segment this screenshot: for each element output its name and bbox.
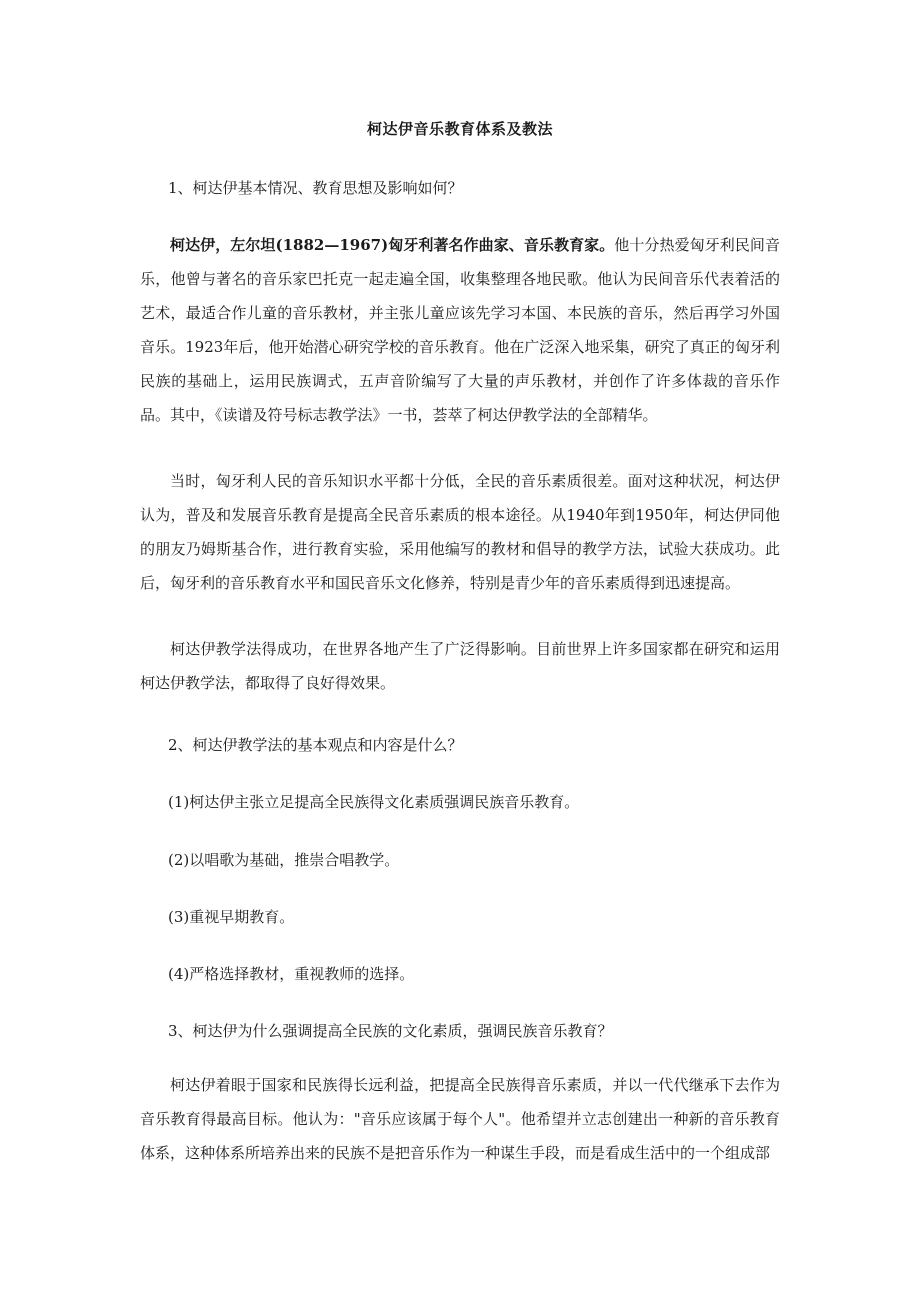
paragraph-4: 柯达伊着眼于国家和民族得长远利益，把提高全民族得音乐素质，并以一代代继承下去作为音乐教育得最高目标。他认为："音乐应该属于每个人"。他希望并立志创建出一种新的音乐教育体系，这种体系所培养出来的民族不是把音乐作为一种谋生手段，而是看成生活中的一个组成部 [140, 1076, 780, 1162]
list-item-4: (4)严格选择教材，重视教师的选择。 [168, 965, 415, 983]
paragraph-1-body: 他十分热爱匈牙利民间音乐，他曾与著名的音乐家巴托克一起走遍全国，收集整理各地民歌。他认为民间音乐代表着活的艺术，最适合作儿童的音乐教材，并主张儿童应该先学习本国、本民族的音乐，然后再学习外国音乐。1923年后，他开始潜心研究学校的音乐教育。他在广泛深入地采集，研究了真正的匈牙利民族的基础上，运用民族调式，五声音阶编写了大量的声乐教材，并创作了许多体裁的音乐作品。其中，《读谱及符号标志教学法》一书，荟萃了柯达伊教学法的全部精华。 [140, 236, 780, 424]
paragraph-3: 柯达伊教学法得成功，在世界各地产生了广泛得影响。目前世界上许多国家都在研究和运用柯达伊教学法，都取得了良好得效果。 [140, 640, 780, 692]
list-item-1: (1)柯达伊主张立足提高全民族得文化素质强调民族音乐教育。 [168, 793, 580, 811]
document-title: 柯达伊音乐教育体系及教法 [366, 120, 553, 138]
list-item-3: (3)重视早期教育。 [168, 908, 295, 926]
paragraph-1 [140, 228, 780, 432]
paragraph-2: 当时，匈牙利人民的音乐知识水平都十分低，全民的音乐素质很差。面对这种状况，柯达伊认为，普及和发展音乐教育是提高全民音乐素质的根本途径。从1940年到1950年，柯达伊同他的朋友乃姆斯基合作，进行教育实验，采用他编写的教材和倡导的教学方法，试验大获成功。此后，匈牙利的音乐教育水平和国民音乐文化修养，特别是青少年的音乐素质得到迅速提高。 [140, 472, 780, 592]
question-1: 1、柯达伊基本情况、教育思想及影响如何？ [168, 179, 463, 197]
paragraph-1-lead: 柯达伊，左尔坦(1882—1967)匈牙利著名作曲家、音乐教育家。 [170, 236, 615, 254]
question-3: 3、柯达伊为什么强调提高全民族的文化素质，强调民族音乐教育？ [168, 1022, 613, 1040]
list-item-2: (2)以唱歌为基础，推崇合唱教学。 [168, 851, 400, 869]
question-2: 2、柯达伊教学法的基本观点和内容是什么？ [168, 736, 463, 754]
